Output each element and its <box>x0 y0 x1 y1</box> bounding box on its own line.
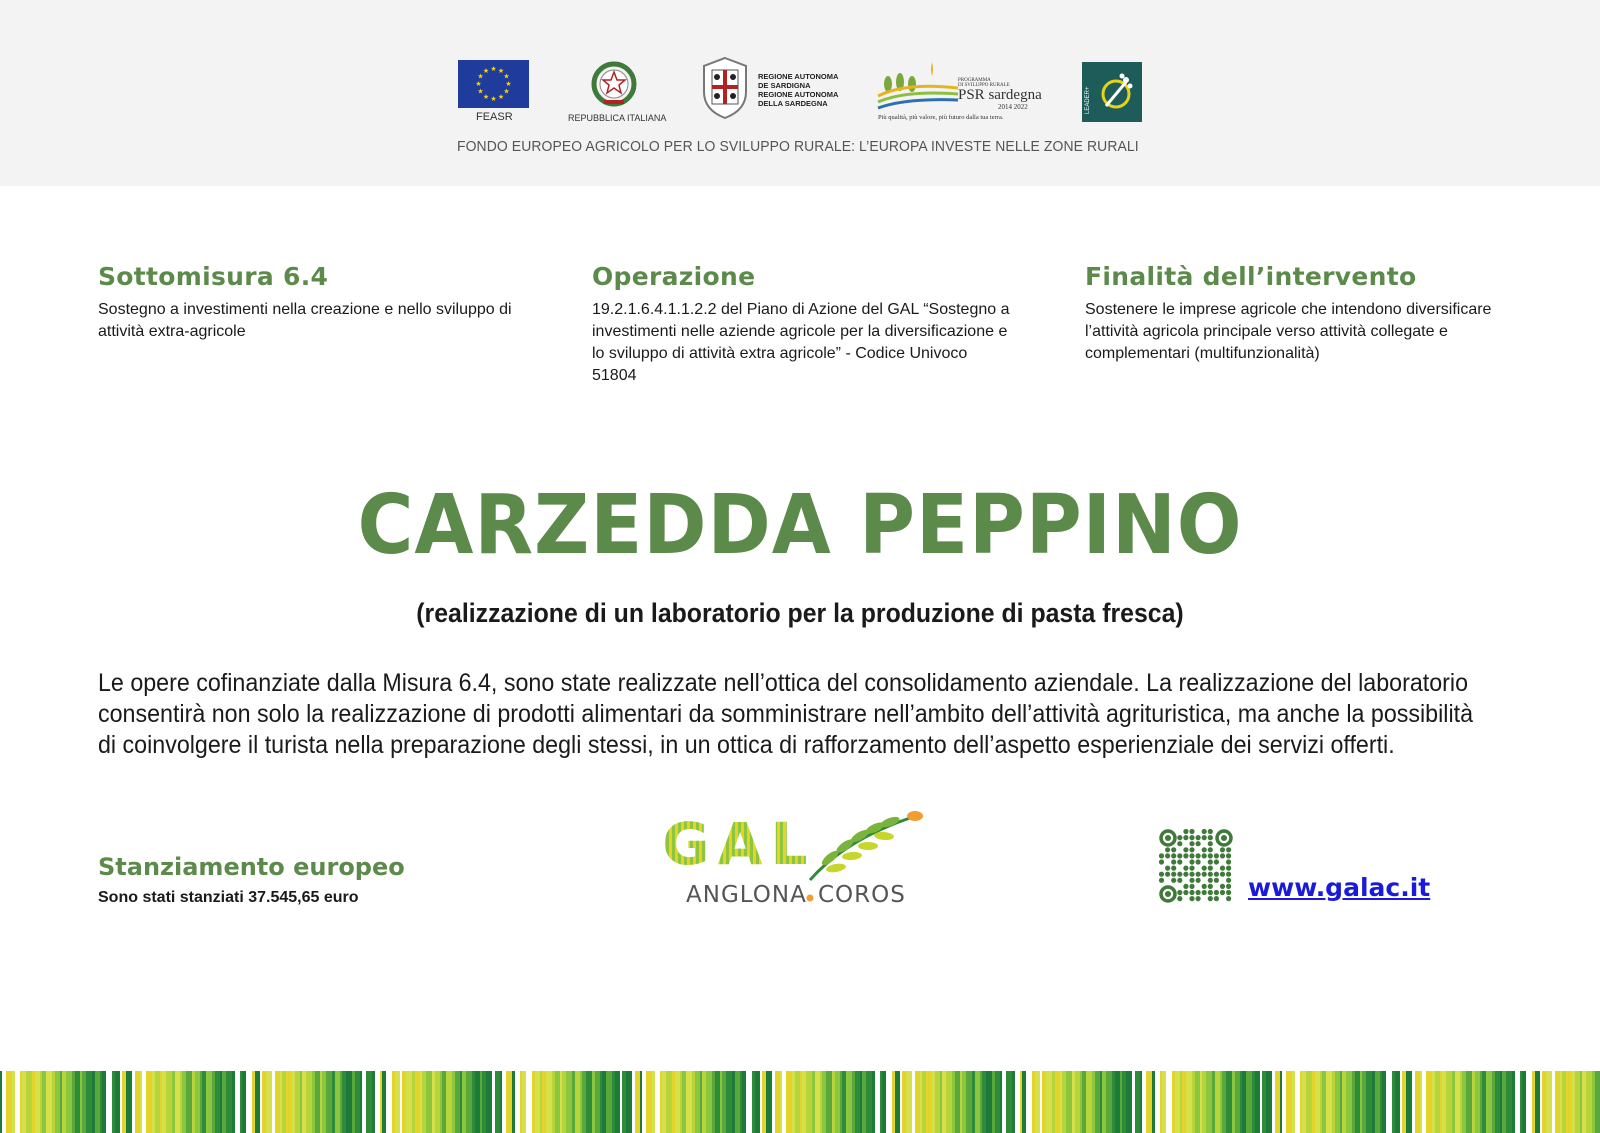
operazione-text: 19.2.1.6.4.1.1.2.2 del Piano di Azione del GAL “Sostegno a investimenti nelle aziende agricole per la diversificazione e lo sviluppo di attività extra agricole” - Codice Univoco 51804 <box>592 301 1010 384</box>
svg-text:★: ★ <box>497 93 505 101</box>
website-link[interactable]: www.galac.it <box>1248 873 1431 902</box>
psr-sardegna-text: PROGRAMMA DI SVILUPPO RURALE PSR sardegna 2014 2022 <box>958 78 1042 111</box>
psr-tagline: Più qualità, più valore, più futuro dalla tua terra. <box>878 114 1004 121</box>
project-subtitle: (realizzazione di un laboratorio per la produzione di pasta fresca) <box>416 598 1184 628</box>
col-finalita <box>1085 262 1525 365</box>
svg-text:★: ★ <box>490 65 497 73</box>
svg-text:★: ★ <box>503 72 510 81</box>
gal-anglona-word: ANGLONA <box>686 882 807 908</box>
svg-text:★: ★ <box>497 67 505 75</box>
svg-text:★: ★ <box>477 72 484 81</box>
leader-logo-icon <box>1082 62 1142 122</box>
regione-sardegna-crest-icon <box>698 56 752 120</box>
sottomisura-heading: Sottomisura 6.4 <box>98 262 329 291</box>
svg-text:★: ★ <box>503 87 510 96</box>
regione-sardegna-text: REGIONE AUTONOMA DE SARDIGNA REGIONE AUTONOMA DELLA SARDEGNA <box>758 72 839 108</box>
svg-text:★: ★ <box>477 87 484 96</box>
leader-label: LEADER+ <box>1085 86 1091 114</box>
beneficiary-title: CARZEDDA PEPPINO <box>357 478 1243 573</box>
repubblica-label: REPUBBLICA ITALIANA <box>568 113 667 123</box>
svg-text:★: ★ <box>482 67 490 75</box>
eu-flag-icon <box>458 60 529 108</box>
finalita-heading: Finalità dell’intervento <box>1085 262 1417 291</box>
col-sottomisura <box>98 262 518 343</box>
qr-code-icon[interactable] <box>1158 828 1234 904</box>
col-operazione <box>592 262 1012 387</box>
funding-heading: Stanziamento europeo <box>98 853 405 881</box>
fondo-europeo-tagline: FONDO EUROPEO AGRICOLO PER LO SVILUPPO RURALE: L’EUROPA INVESTE NELLE ZONE RURALI <box>457 138 1139 155</box>
svg-text:★: ★ <box>482 93 490 101</box>
psr-sardegna-landscape-icon <box>876 58 960 114</box>
finalita-text: Sostenere le imprese agricole che intendono diversificare l’attività agricola principale verso attività collegate e complementari (multifunzionalità) <box>1085 301 1492 362</box>
project-description: Le opere cofinanziate dalla Misura 6.4, sono state realizzate nell’ottica del consolidamento aziendale. La realizzazione del laboratorio consentirà non solo la realizzazione di prodotti alimentari da somministrare nell’ambito dell’attività agrituristica, ma anche la possibilità di coinvolgere il turista nella preparazione degli stessi, in un ottica di rafforzamento dell’aspetto esperienziale dei servizi offerti. <box>98 669 1474 759</box>
svg-text:★: ★ <box>490 95 497 103</box>
gal-anglona-coros-logo <box>660 810 940 910</box>
feasr-label: FEASR <box>476 111 513 123</box>
gal-separator-dot <box>807 895 814 902</box>
sottomisura-text: Sostegno a investimenti nella creazione e nello sviluppo di attività extra-agricole <box>98 301 512 340</box>
funding-block <box>98 853 405 907</box>
gal-big-letters: GAL <box>662 810 816 878</box>
svg-text:★: ★ <box>505 80 512 88</box>
decorative-stripe-band <box>0 1071 1600 1133</box>
repubblica-emblem-icon <box>590 58 638 110</box>
funding-amount: Sono stati stanziati 37.545,65 euro <box>98 889 359 906</box>
gal-coros-word: COROS <box>818 882 906 908</box>
svg-text:★: ★ <box>475 80 482 88</box>
partner-logos <box>0 56 1600 126</box>
operazione-heading: Operazione <box>592 262 756 291</box>
